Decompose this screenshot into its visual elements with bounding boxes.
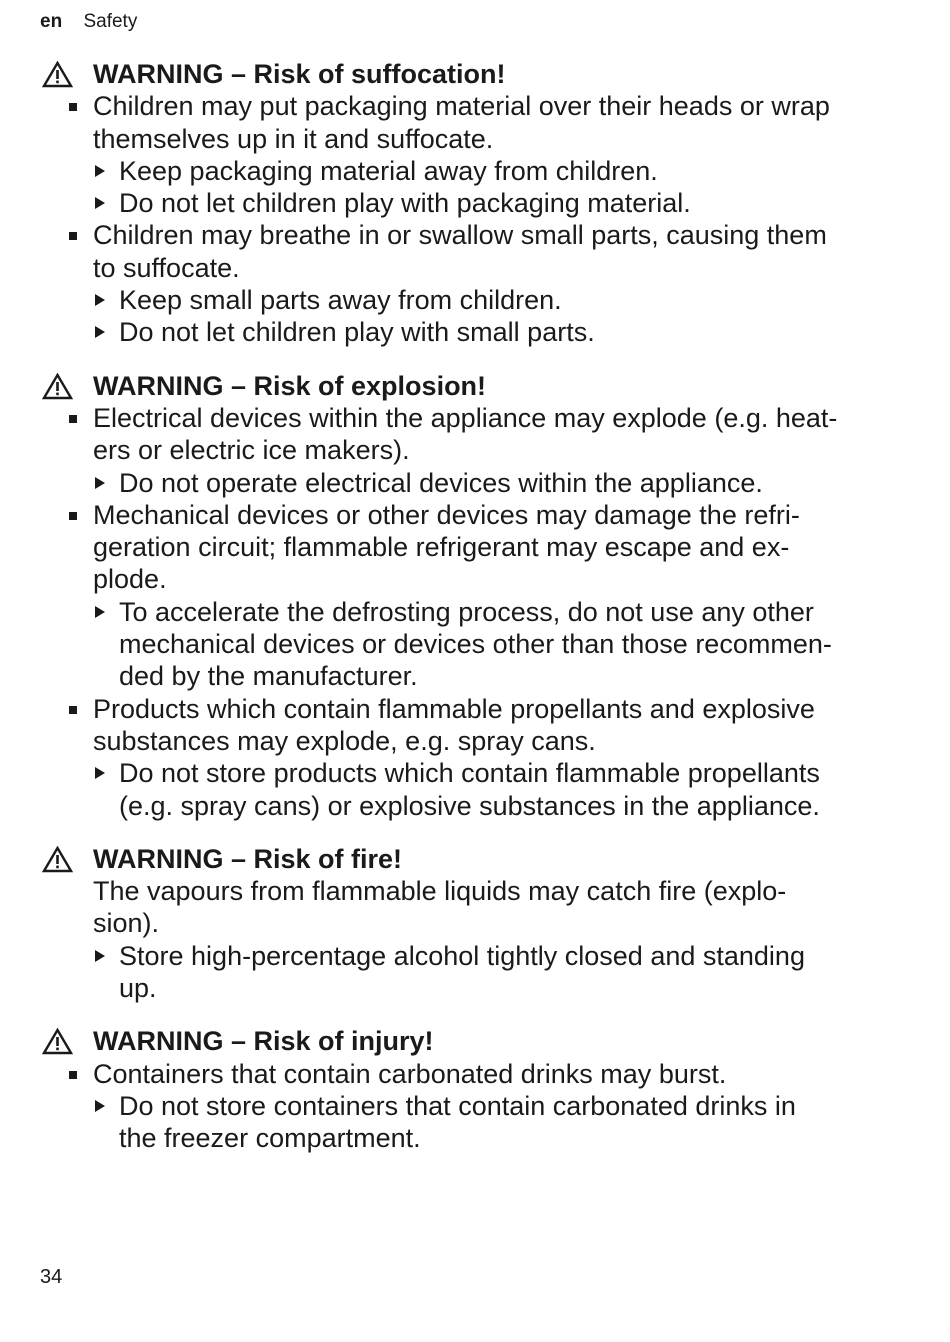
- hazard-bullet: [40, 402, 910, 467]
- text-line: ded by the manufacturer.: [119, 661, 418, 692]
- text-line: Children may breathe in or swallow small parts, causing them: [93, 220, 827, 251]
- running-header: [40, 11, 137, 33]
- text-line: Keep small parts away from children.: [119, 285, 562, 316]
- square-bullet-icon: [69, 1071, 77, 1079]
- square-bullet-icon: [69, 415, 77, 423]
- warning-title: [40, 842, 910, 875]
- arrow-right-icon: [95, 767, 105, 779]
- warning-title-text: WARNING – Risk of explosion!: [93, 370, 487, 401]
- square-bullet-icon: [69, 103, 77, 111]
- square-bullet-icon: [69, 706, 77, 714]
- text-line: Keep packaging material away from children.: [119, 155, 658, 186]
- arrow-right-icon: [95, 294, 105, 306]
- warning-block: [40, 1024, 910, 1154]
- text-line: mechanical devices or devices other than those recommen-: [119, 629, 832, 660]
- hazard-bullet: [40, 693, 910, 758]
- text-line: the freezer compartment.: [119, 1123, 421, 1154]
- language-code: en: [40, 11, 63, 32]
- warning-block: [40, 369, 910, 822]
- text-line: Mechanical devices or other devices may damage the refri-: [93, 499, 800, 530]
- warning-title: [40, 369, 910, 402]
- arrow-right-icon: [95, 1100, 105, 1112]
- action-step: [40, 284, 910, 316]
- action-step: [40, 467, 910, 499]
- warning-title: [40, 57, 910, 90]
- text-line: themselves up in it and suffocate.: [93, 123, 494, 154]
- text-line: Electrical devices within the appliance may explode (e.g. heat-: [93, 402, 838, 433]
- action-step: [40, 187, 910, 219]
- action-step: [40, 596, 910, 693]
- text-line: plode.: [93, 564, 167, 595]
- text-line: Children may put packaging material over their heads or wrap: [93, 91, 830, 122]
- text-line: substances may explode, e.g. spray cans.: [93, 725, 596, 756]
- warning-triangle-icon: [42, 61, 73, 88]
- warning-title-text: WARNING – Risk of fire!: [93, 843, 403, 874]
- action-step: [40, 940, 910, 1005]
- warning-title-text: WARNING – Risk of injury!: [93, 1026, 434, 1057]
- section-title: Safety: [83, 11, 138, 32]
- text-line: Products which contain flammable propellants and explosive: [93, 693, 815, 724]
- hazard-bullet: [40, 499, 910, 596]
- arrow-right-icon: [95, 477, 105, 489]
- warning-title: [40, 1024, 910, 1057]
- text-line: (e.g. spray cans) or explosive substances in the appliance.: [119, 790, 820, 821]
- warning-block: [40, 842, 910, 1004]
- text-line: The vapours from flammable liquids may catch fire (explo-: [93, 876, 787, 907]
- arrow-right-icon: [95, 326, 105, 338]
- text-line: to suffocate.: [93, 252, 240, 283]
- text-line: Store high-percentage alcohol tightly closed and standing: [119, 940, 805, 971]
- arrow-right-icon: [95, 606, 105, 618]
- text-line: Do not operate electrical devices within the appliance.: [119, 467, 763, 498]
- action-step: [40, 1090, 910, 1155]
- arrow-right-icon: [95, 165, 105, 177]
- warning-title-text: WARNING – Risk of suffocation!: [93, 59, 506, 89]
- warning-triangle-icon: [42, 373, 73, 400]
- text-line: ers or electric ice makers).: [93, 435, 410, 466]
- warning-text: [40, 875, 910, 940]
- text-line: up.: [119, 973, 157, 1004]
- hazard-bullet: [40, 1058, 910, 1090]
- hazard-bullet: [40, 90, 910, 155]
- hazard-bullet: [40, 219, 910, 284]
- square-bullet-icon: [69, 512, 77, 520]
- warning-triangle-icon: [42, 846, 73, 873]
- action-step: [40, 155, 910, 187]
- warning-triangle-icon: [42, 1028, 73, 1055]
- action-step: [40, 757, 910, 822]
- page-number: 34: [40, 1266, 63, 1288]
- text-line: Do not store containers that contain carbonated drinks in: [119, 1090, 796, 1121]
- action-step: [40, 316, 910, 348]
- text-line: sion).: [93, 908, 160, 939]
- text-line: Do not store products which contain flammable propellants: [119, 758, 820, 789]
- arrow-right-icon: [95, 950, 105, 962]
- warning-block: [40, 57, 910, 349]
- safety-content: [40, 57, 910, 1175]
- square-bullet-icon: [69, 232, 77, 240]
- text-line: To accelerate the defrosting process, do not use any other: [119, 596, 814, 627]
- text-line: Do not let children play with packaging material.: [119, 188, 691, 219]
- text-line: Containers that contain carbonated drinks may burst.: [93, 1058, 727, 1089]
- text-line: Do not let children play with small parts.: [119, 317, 595, 348]
- arrow-right-icon: [95, 197, 105, 209]
- text-line: geration circuit; flammable refrigerant may escape and ex-: [93, 532, 790, 563]
